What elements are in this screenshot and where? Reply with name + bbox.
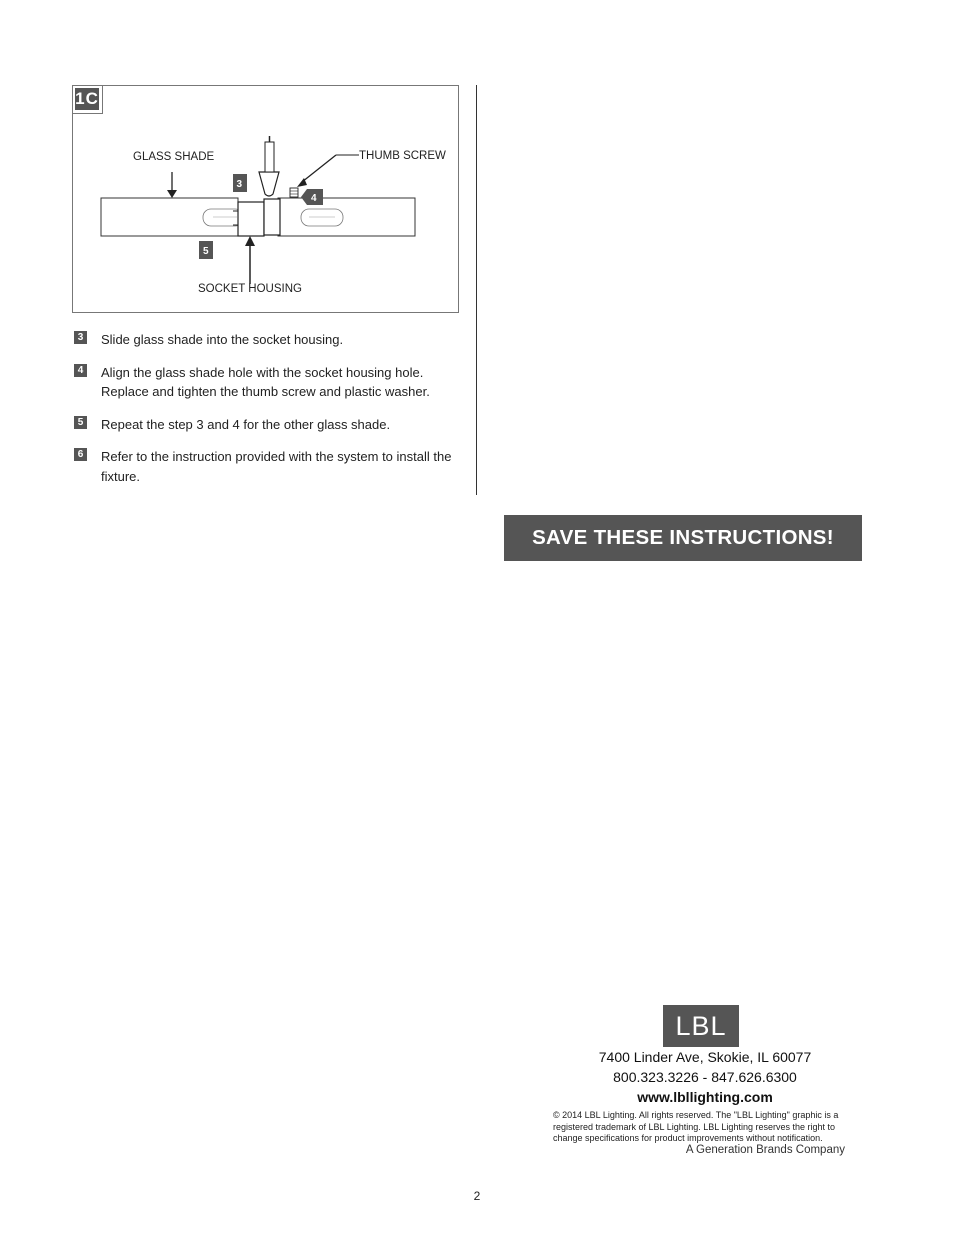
left-bulb <box>203 209 243 226</box>
step-item <box>74 447 454 486</box>
step-item <box>74 363 454 402</box>
step-text: Align the glass shade hole with the socket housing hole. Replace and tighten the thumb screw and plastic washer. <box>101 364 430 399</box>
instruction-steps <box>74 330 454 499</box>
step-number: 6 <box>74 448 87 461</box>
step-text: Repeat the step 3 and 4 for the other glass shade. <box>101 416 391 432</box>
label-glass-shade: GLASS SHADE <box>133 151 215 163</box>
page-number: 2 <box>473 1189 481 1203</box>
save-instructions-banner: SAVE THESE INSTRUCTIONS! <box>504 515 862 561</box>
figure-1c <box>72 85 459 313</box>
figure-tag-label: 1C <box>75 89 99 108</box>
figure-tag <box>73 86 103 114</box>
right-glass-shade <box>278 198 415 236</box>
label-thumb-screw: THUMB SCREW <box>359 150 446 162</box>
right-bulb <box>301 209 343 226</box>
label-socket-housing: SOCKET HOUSING <box>198 283 302 295</box>
company-address: 7400 Linder Ave, Skokie, IL 60077 <box>598 1049 812 1065</box>
step-number: 3 <box>74 331 87 344</box>
socket-cap <box>259 172 279 196</box>
marker-5-text: 5 <box>203 246 209 257</box>
step-text: Slide glass shade into the socket housing. <box>101 332 344 347</box>
step-text: Refer to the instruction provided with the system to install the fixture. <box>101 449 452 484</box>
parent-company: A Generation Brands Company <box>685 1144 845 1156</box>
company-phones: 800.323.3226 - 847.626.6300 <box>613 1069 797 1085</box>
thumb-screw <box>290 188 298 197</box>
marker-3-text: 3 <box>236 179 243 190</box>
socket-housing-body <box>238 202 264 236</box>
step-number: 5 <box>74 416 87 429</box>
step-number: 4 <box>74 364 87 377</box>
step-item <box>74 415 454 435</box>
copyright-notice: © 2014 LBL Lighting. All rights reserved. The "LBL Lighting" graphic is a registered trademark of LBL Lighting. LBL Lighting reserves the right to change specifications for product improvements without notification. <box>553 1110 839 1143</box>
fixture-diagram <box>73 86 460 314</box>
column-divider <box>476 85 477 495</box>
company-website[interactable]: www.lbllighting.com <box>637 1089 773 1105</box>
stem <box>265 142 274 172</box>
lbl-logo: LBL <box>663 1005 739 1047</box>
marker-4-text: 4 <box>311 193 317 204</box>
step-item <box>74 330 454 350</box>
